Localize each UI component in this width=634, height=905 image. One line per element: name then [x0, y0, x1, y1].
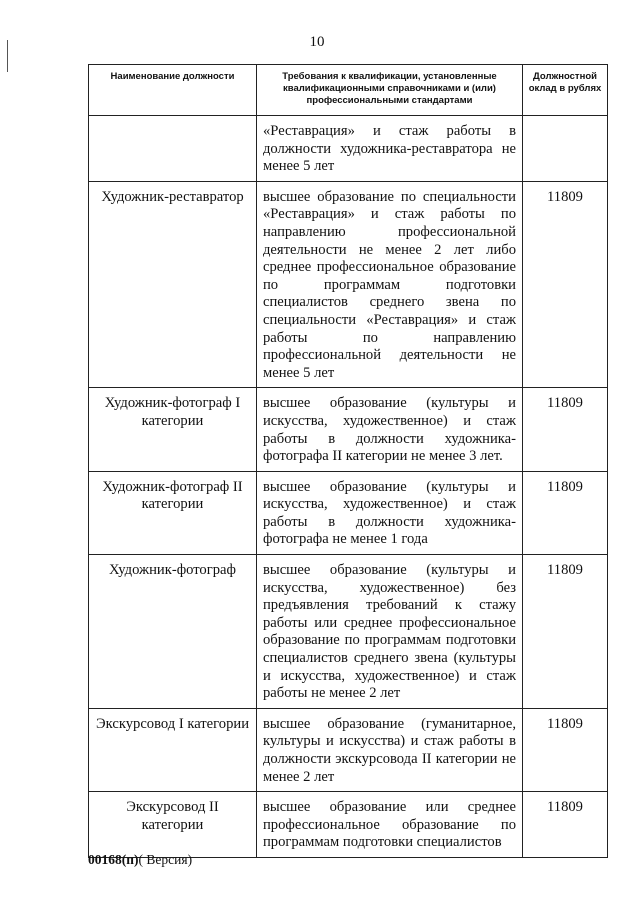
- table-row: [89, 555, 608, 709]
- salary-cell: 11809: [523, 555, 608, 709]
- document-version: ( Версия): [138, 852, 193, 867]
- page-number: 10: [309, 34, 325, 50]
- table-row: [89, 116, 608, 182]
- table-header: [89, 65, 608, 116]
- salary-cell: 11809: [523, 708, 608, 791]
- header-position-name: Наименование должности: [89, 65, 257, 116]
- position-name-cell: Экскурсовод I категории: [89, 708, 257, 791]
- table-row: [89, 792, 608, 858]
- header-row: [89, 65, 608, 116]
- position-name-cell: Художник-фотограф: [89, 555, 257, 709]
- requirements-cell: высшее образование (культуры и искусства, художественное) и стаж работы в должности художника-фотографа не менее 1 года: [257, 471, 523, 554]
- position-name-cell: Художник-фотограф I категории: [89, 388, 257, 471]
- salary-cell: 11809: [523, 181, 608, 388]
- salary-cell: 11809: [523, 388, 608, 471]
- requirements-cell: высшее образование (культуры и искусства, художественное) и стаж работы в должности художника-фотографа II категории не менее 3 лет.: [257, 388, 523, 471]
- qualification-table: [88, 64, 608, 858]
- position-name-cell: Экскурсовод II категории: [89, 792, 257, 858]
- table-row: [89, 708, 608, 791]
- salary-cell: 11809: [523, 792, 608, 858]
- document-code: 00168(п): [88, 852, 139, 867]
- table-row: [89, 471, 608, 554]
- header-salary: Должностной оклад в рублях: [523, 65, 608, 116]
- requirements-cell: высшее образование (гуманитарное, культуры и искусства) и стаж работы в должности экскурсовода II категории не менее 2 лет: [257, 708, 523, 791]
- position-name-cell: Художник-реставратор: [89, 181, 257, 388]
- table-body: [89, 116, 608, 858]
- salary-cell: 11809: [523, 471, 608, 554]
- document-footer: [88, 852, 192, 868]
- requirements-cell: высшее образование (культуры и искусства, художественное) без предъявления требований к стажу работы или среднее профессиональное образование по программам подготовки специалистов среднего звена (культуры и искусства, художественное) и стаж работы не менее 2 лет: [257, 555, 523, 709]
- header-requirements: Требования к квалификации, установленные квалификационными справочниками и (или) профессиональными стандартами: [257, 65, 523, 116]
- position-name-cell: [89, 116, 257, 182]
- requirements-cell: высшее образование по специальности «Реставрация» и стаж работы по направлению профессиональной деятельности не менее 2 лет либо среднее профессиональное образование по программам подготовки специалистов среднего звена по специальности «Реставрация» и стаж работы по направлению профессиональной деятельности не менее 5 лет: [257, 181, 523, 388]
- requirements-cell: высшее образование или среднее профессиональное образование по программам подготовки специалистов: [257, 792, 523, 858]
- requirements-cell: «Реставрация» и стаж работы в должности художника-реставратора не менее 5 лет: [257, 116, 523, 182]
- salary-cell: [523, 116, 608, 182]
- table-row: [89, 181, 608, 388]
- position-name-cell: Художник-фотограф II категории: [89, 471, 257, 554]
- table-row: [89, 388, 608, 471]
